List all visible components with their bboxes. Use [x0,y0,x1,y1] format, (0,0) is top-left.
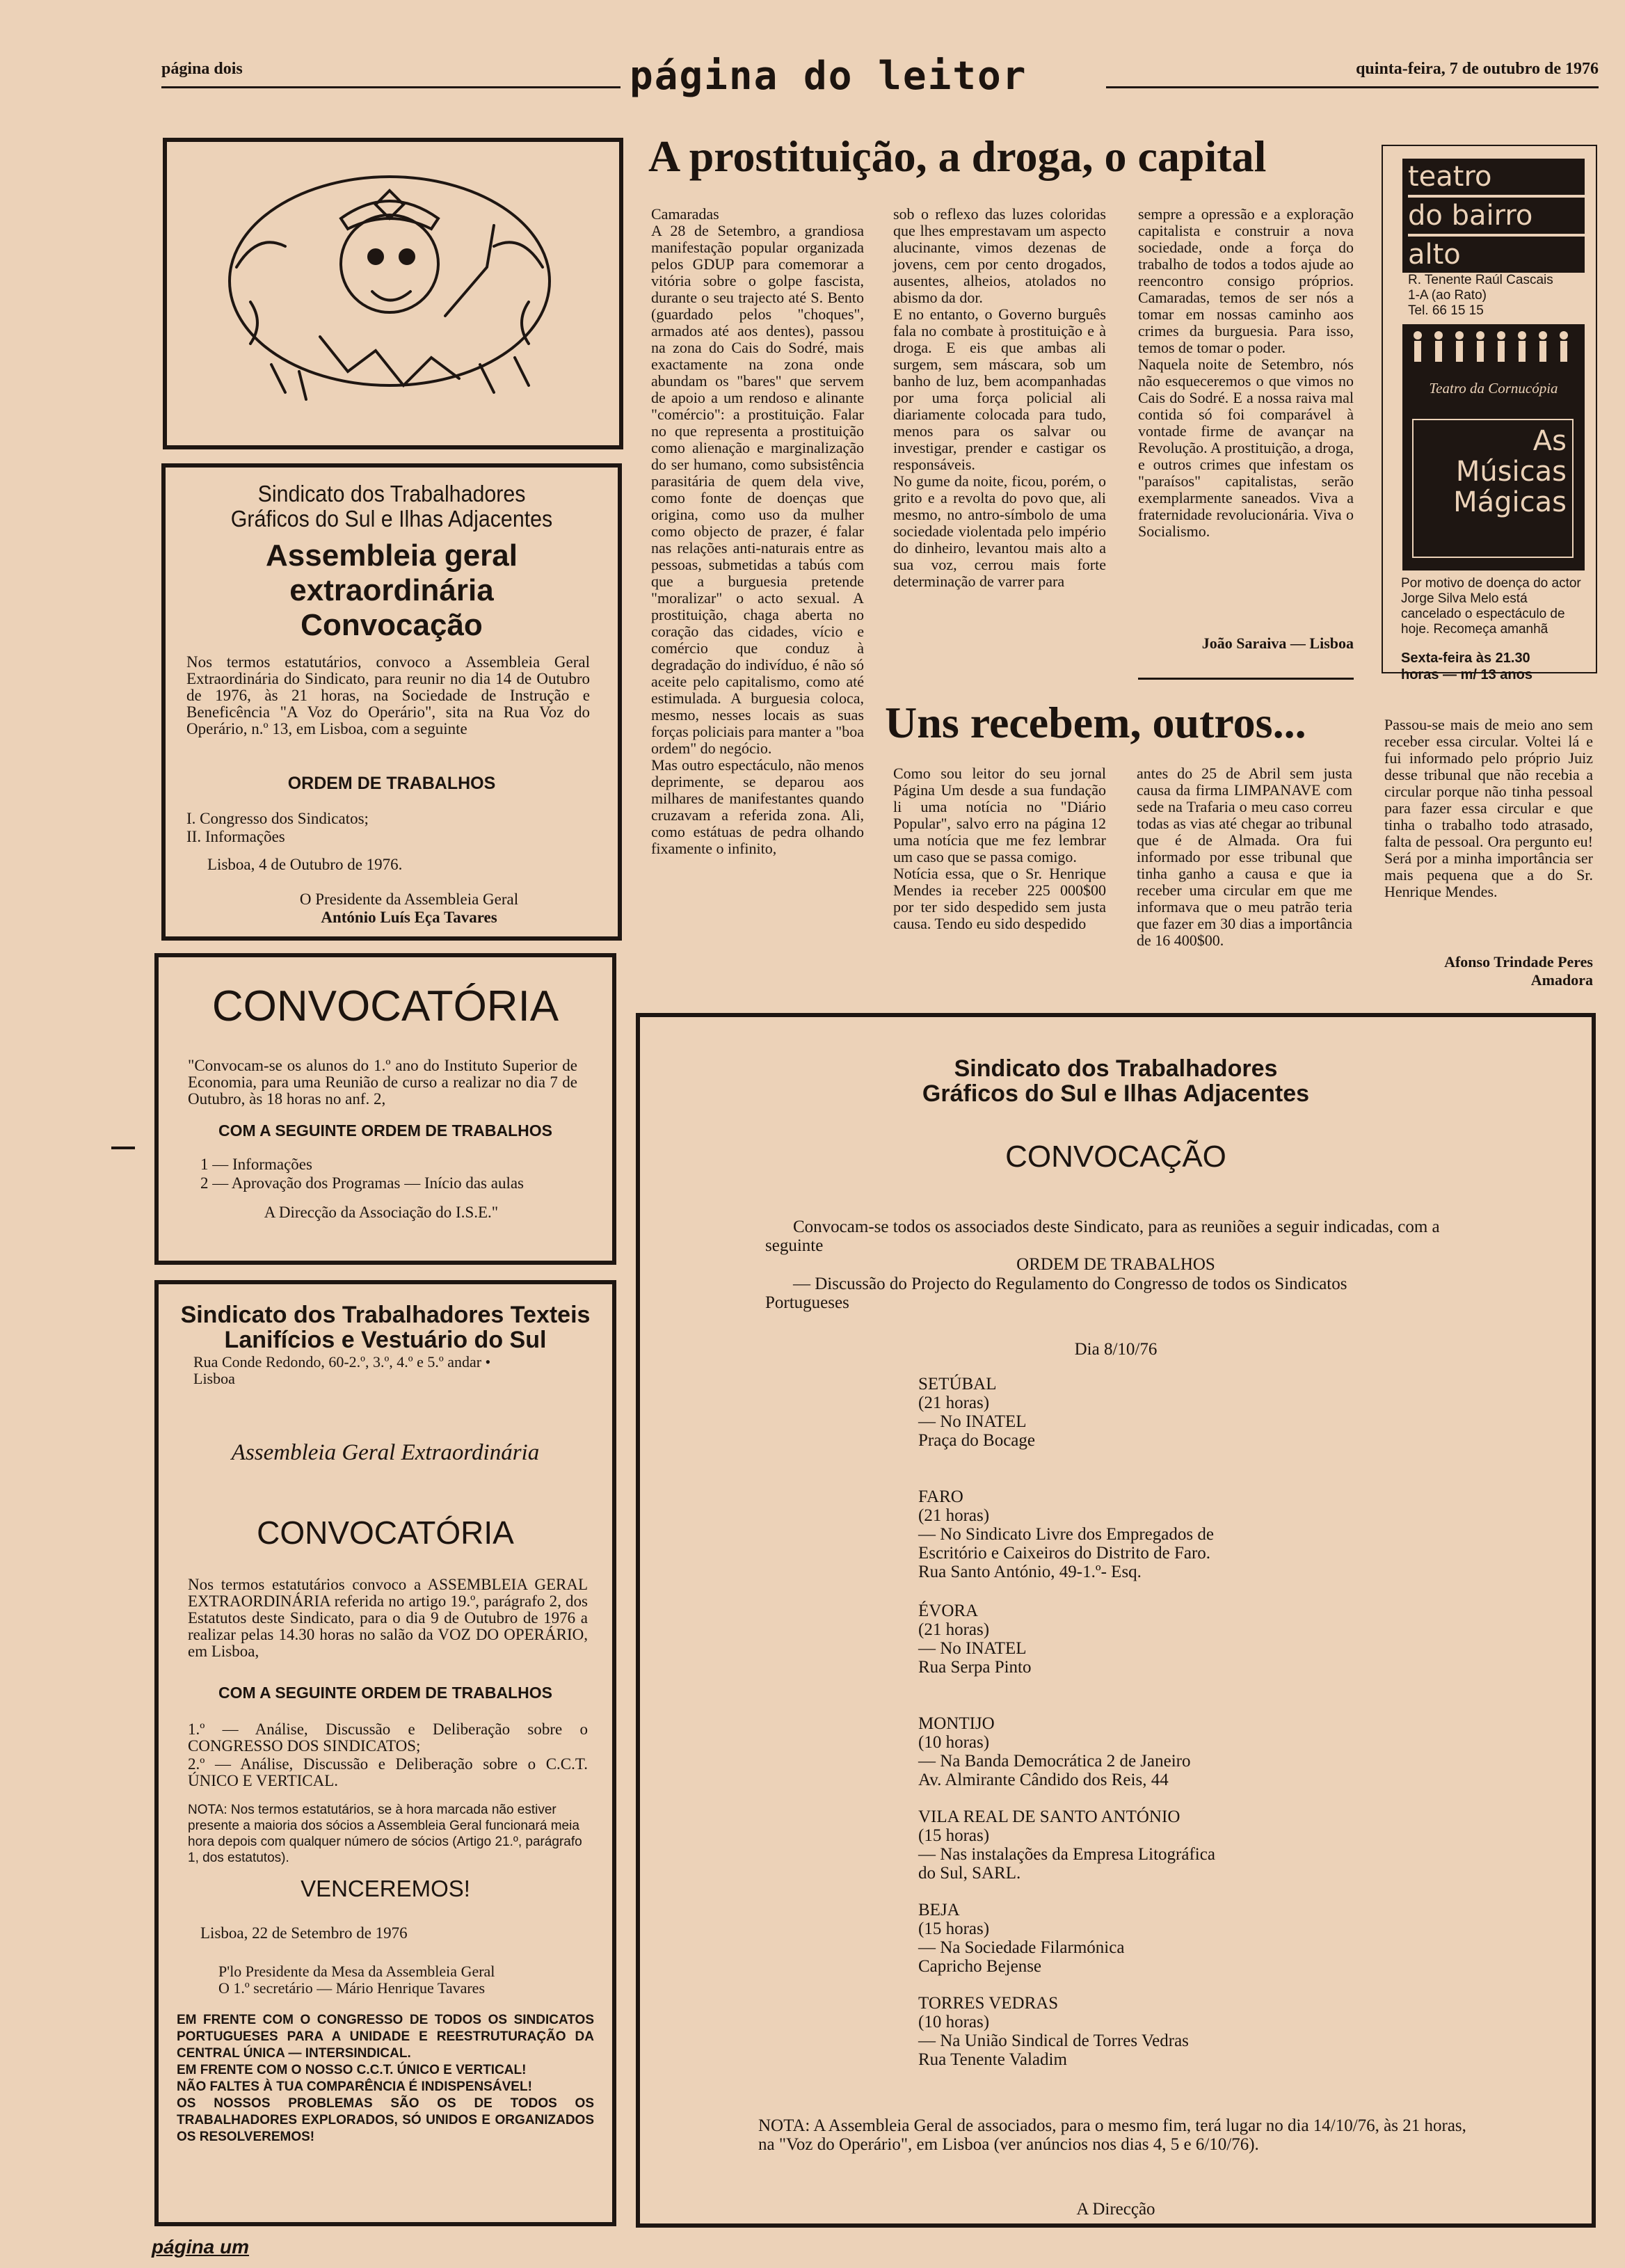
convocacao-sign: A Direcção [1076,2200,1155,2219]
convocacao-org: Sindicato dos Trabalhadores Gráficos do Sul e Ilhas Adjacentes [922,1055,1310,1107]
texteis-venceremos: VENCEREMOS! [301,1876,470,1901]
teatro-address: R. Tenente Raúl Cascais 1-A (ao Rato) Tel. 66 15 15 [1408,273,1553,318]
notice-title: Assembleia geral extraordinária Convocação [266,538,518,642]
texteis-item2: 2.º — Análise, Discussão e Deliberação sobre o C.C.T. ÚNICO E VERTICAL. [188,1755,588,1789]
teatro-schedule: Sexta-feira às 21.30 horas — m/ 13 anos [1401,650,1532,682]
texteis-date: Lisboa, 22 de Setembro de 1976 [200,1924,408,1942]
article2-col3: Passou-se mais de meio ano sem receber essa circular. Voltei lá e fui informado pelo próprio Juiz desse tribunal que não recebia a circular porque não tinha pessoal para fazer essa circular e que tinha o trabalho todo atrasado, falta de pessoal. Ora pergunto eu! Será por a minha importância ser mais pequena que a do Sr. Henrique Mendes. [1384,716,1597,900]
footer-label: página um [152,2236,250,2258]
page-date: quinta-feira, 7 de outubro de 1976 [1356,60,1599,78]
texteis-nota: NOTA: Nos termos estatutários, se à hora marcada não estiver presente a maioria dos sócios a Assembleia Geral funcionará meia hora depois com qualquer número de sócios (Artigo 21.º, parágrafo 1, dos estatutos). [188,1803,582,1865]
article2-col2: antes do 25 de Abril sem justa causa da firma LIMPANAVE com sede na Trafaria o meu caso correu todas as vias até chegar ao tribunal que é de Almada. Ora fui informado por esse tribunal que tinha ganho a causa e que ia receber uma circular em que me informava que o meu patrão teria que fazer em 30 dias a importância de 16 400$00. [1137,765,1356,949]
teatro-note: Por motivo de doença do actor Jorge Silva Melo está cancelado o espectáculo de hoje. Recomeça amanhã [1401,576,1581,637]
convocatoria-ise-notice [154,953,616,1265]
texteis-sign: P'lo Presidente da Mesa da Assembleia Geral O 1.º secretário — Mário Henrique Tavares [218,1963,495,1997]
meeting-vila-real: VILA REAL DE SANTO ANTÓNIO (15 horas) — Nas instalações da Empresa Litográfica do Sul, SARL. [918,1807,1215,1883]
convocacao-graficos-notice [636,1013,1596,2228]
texteis-body: Nos termos estatutários convoco a ASSEMBLEIA GERAL EXTRAORDINÁRIA referida no artigo 19.º, parágrafo 2, dos Estatutos deste Sindicato, para o dia 9 de Outubro de 1976 a realizar pelas 14.30 horas no salão da VOZ DO OPERÁRIO, em Lisboa, [188,1576,588,1660]
meeting-torres-vedras: TORRES VEDRAS (10 horas) — Na União Sindical de Torres Vedras Rua Tenente Valadim [918,1994,1189,2069]
article2-sign-name: Afonso Trindade Peres [1444,953,1593,971]
notice-date: Lisboa, 4 de Outubro de 1976. [207,856,403,873]
ise-sign: A Direcção da Associação do I.S.E." [264,1204,499,1221]
meeting-evora: ÉVORA (21 horas) — No INATEL Rua Serpa Pinto [918,1602,1032,1677]
illustration-box [163,138,623,449]
texteis-address: Rua Conde Redondo, 60-2.º, 3.º, 4.º e 5.º andar • Lisboa [193,1353,491,1387]
convocacao-item: — Discussão do Projecto do Regulamento do Congresso de todos os Sindicatos Portugueses [765,1275,1347,1312]
article1-col3: sempre a opressão e a exploração capitalista e construir a nova sociedade, onde a força do trabalho de todos a todos ajude ao reencontro consigo próprios. Camaradas, temos de ser nós a tomar em nossas caminho aos crimes da burguesia. Para isso, temos de tomar o poder. Naquela noite de Setembro, nós não esqueceremos o que vimos no Cais do Sodré. E a nossa raiva mal contida só foi comparável à vontade firme de avançar na Revolução. A prostituição, a droga, e outros crimes que infestam os "paraísos" capitalistas, serão exemplarmente saneados. Viva a fraternidade revolucionária. Viva o Socialismo. [1138,205,1354,540]
texteis-ordem: COM A SEGUINTE ORDEM DE TRABALHOS [218,1684,553,1702]
ise-items: 1 — Informações 2 — Aprovação dos Programas — Início das aulas [200,1156,525,1192]
convocacao-dia: Dia 8/10/76 [1074,1340,1158,1359]
article2-sign-place: Amadora [1530,971,1593,989]
page-label: página dois [161,60,243,78]
article1-col1: Camaradas A 28 de Setembro, a grandiosa manifestação popular organizada pelos GDUP para comemorar a vitória sobre o golpe fascista, durante o seu trajecto até S. Bento (guardado pelos "choques", armados até aos dentes), passou na zona do Cais do Sodré, mais exactamente na zona onde abundam os "bares" que servem de apoio a um rendoso e alinante "comércio": a prostituição. Falar no que representa a prostituição como alienação e marginalização do ser humano, como subsistência parasitária de quem dela vive, como fonte de doenças que origina, como uso da mulher como objecto de prazer, é falar nas relações anti-naturais entre as pessoas, submetidas a tabús com que a burguesia pretende "moralizar" o acto sexual. A prostituição, chaga aberta no coração das cidades, vício e comércio que conduz à degradação do indivíduo, é não só aceite pelo capitalismo, como até estimulada. A burguesia coloca, mesmo, nesses locais as suas forças policiais para manter a "boa ordem" do negócio. Mas outro espectáculo, não menos deprimente, se deparou aos milhares de manifestantes quando cruzavam a referida zona. Ali, como estátuas de pedra olhando fixamente o infinito, [651,205,864,857]
notice-sign-name: António Luís Eça Tavares [321,909,497,926]
margin-dash [111,1147,135,1149]
article2-col1: Como sou leitor do seu jornal Página Um desde a sua fundação li uma notícia no "Diário Popular", salvo erro na página 12 uma notícia que me fez lembrar um caso que se passa comigo. Notícia essa, que o Sr. Henrique Mendes ia receber 225 000$00 por ter sido despedido sem justa causa. Tendo eu sido despedido [893,765,1106,932]
meeting-beja: BEJA (15 horas) — Na Sociedade Filarmónica Capricho Bejense [918,1901,1125,1976]
notice-ordem: ORDEM DE TRABALHOS [287,774,496,793]
teatro-title-line3: alto [1408,234,1585,273]
texteis-title: CONVOCATÓRIA [257,1515,514,1551]
convocacao-nota: NOTA: A Assembleia Geral de associados, para o mesmo fim, terá lugar no dia 14/10/76, às 21 horas, na "Voz do Operário", em Lisboa (ver anúncios nos dias 4, 5 e 6/10/76). [758,2116,1466,2154]
sindicato-texteis-notice [154,1280,616,2226]
teatro-show-panel [1402,324,1585,570]
meeting-montijo: MONTIJO (10 horas) — Na Banda Democrática 2 de Janeiro Av. Almirante Cândido dos Reis, 44 [918,1714,1191,1789]
article1-rule [1138,678,1354,680]
notice-sign-role: O Presidente da Assembleia Geral [299,891,519,908]
convocacao-ordem: ORDEM DE TRABALHOS [1016,1255,1215,1274]
meeting-faro: FARO (21 horas) — No Sindicato Livre dos Empregados de Escritório e Caixeiros do Distrito de Faro. Rua Santo António, 49-1.º- Esq. [918,1487,1214,1581]
cartoon-illustration-icon [167,142,619,445]
texteis-item1: 1.º — Análise, Discussão e Deliberação sobre o CONGRESSO DOS SINDICATOS; [188,1720,588,1755]
teatro-title-line1: teatro [1408,161,1492,193]
performers-icon [1402,324,1585,373]
article1-col2: sob o reflexo das luzes coloridas que lhes emprestavam um aspecto alucinante, vimos dezenas de jovens, cem por cento drogados, ausentes, alheios, atolados no abismo da dor. E no entanto, o Governo burguês fala no combate à prostituição e à droga. E eis que ambas ali surgem, sem máscara, sob um banho de luz, bem acompanhadas por uma força policial ali diariamente colocada para tudo, menos para os salvar ou investigar, prender e castigar os responsáveis. No gume da noite, ficou, porém, o grito e a revolta do povo que, ali mesmo, no antro-símbolo de uma sociedade violentada pelo império do dinheiro, levantou mais alto a sua voz, cerrou mais forte determinação de varrer para [893,205,1106,590]
ise-title: CONVOCATÓRIA [211,982,559,1030]
convocacao-title: CONVOCAÇÃO [1005,1140,1226,1174]
notice-items: I. Congresso dos Sindicatos; II. Informações [186,810,369,845]
header-rule-left [161,86,621,88]
sindicato-graficos-notice [161,463,622,941]
article1-signature: João Saraiva — Lisboa [1201,634,1354,652]
ise-ordem: COM A SEGUINTE ORDEM DE TRABALHOS [218,1121,553,1140]
teatro-title [1402,159,1585,273]
ise-body: "Convocam-se os alunos do 1.º ano do Instituto Superior de Economia, para uma Reunião de curso a realizar no dia 7 de Outubro, às 18 horas no anf. 2, [188,1057,577,1108]
texteis-org: Sindicato dos Trabalhadores Texteis Lanifícios e Vestuário do Sul [180,1302,591,1353]
notice-org: Sindicato dos Trabalhadores Gráficos do Sul e Ilhas Adjacentes [230,481,553,532]
article1-headline: A prostituição, a droga, o capital [648,131,1267,181]
convocacao-intro: Convocam-se todos os associados deste Sindicato, para as reuniões a seguir indicadas, com a seguinte [765,1217,1440,1255]
teatro-company: Teatro da Cornucópia [1429,380,1558,397]
header-rule-right [1106,86,1599,88]
notice-body: Nos termos estatutários, convoco a Assembleia Geral Extraordinária do Sindicato, para reunir no dia 14 de Outubro de 1976, às 21 horas, na Sociedade de Instrução e Beneficência "A Voz do Operário", sita na Rua Voz do Operário, n.º 13, em Lisboa, com a seguinte [186,653,590,737]
meeting-setubal: SETÚBAL (21 horas) — No INATEL Praça do Bocage [918,1375,1035,1450]
teatro-title-line2: do bairro [1408,195,1585,234]
texteis-assembleia: Assembleia Geral Extraordinária [231,1440,540,1465]
article2-headline: Uns recebem, outros... [885,698,1306,747]
teatro-show-title: As Músicas Mágicas [1453,425,1567,518]
texteis-slogans: EM FRENTE COM O CONGRESSO DE TODOS OS SINDICATOS PORTUGUESES PARA A UNIDADE E REESTRUTURAÇÃO DA CENTRAL ÚNICA — INTERSINDICAL. EM FRENTE COM O NOSSO C.C.T. ÚNICO E VERTICAL! NÃO FALTES À TUA COMPARÊNCIA É INDISPENSÁVEL! OS NOSSOS PROBLEMAS SÃO OS DE TODOS OS TRABALHADORES EXPLORADOS, SÓ UNIDOS E ORGANIZADOS OS RESOLVEREMOS! [177,2013,594,2144]
section-title: página do leitor [630,54,1027,99]
